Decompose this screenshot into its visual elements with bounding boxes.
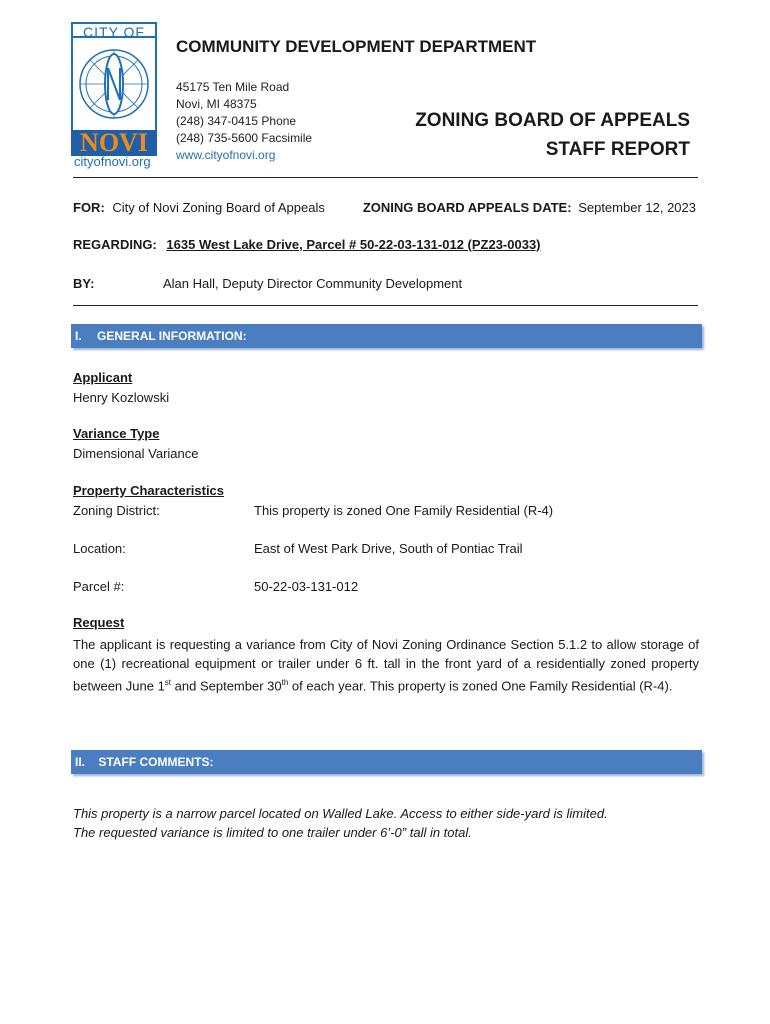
request-sup-2: th (281, 678, 289, 687)
section-staff-comments (71, 750, 702, 774)
location-value: East of West Park Drive, South of Pontiac Trail (254, 541, 523, 556)
request-heading: Request (73, 615, 125, 630)
regarding-row (73, 237, 541, 252)
date-label: ZONING BOARD APPEALS DATE: (362, 200, 572, 215)
parcel-label: Parcel #: (73, 579, 125, 594)
section-2-number: II. (75, 755, 86, 769)
by-row (73, 276, 94, 291)
for-value: City of Novi Zoning Board of Appeals (112, 200, 325, 215)
request-sup-1: st (164, 678, 172, 687)
address-line-1: 45175 Ten Mile Road (176, 80, 290, 94)
logo-emblem (71, 38, 157, 130)
logo-url[interactable]: cityofnovi.org (74, 154, 151, 169)
date-row (363, 200, 696, 215)
location-label: Location: (73, 541, 126, 556)
department-name: COMMUNITY DEVELOPMENT DEPARTMENT (176, 37, 537, 56)
by-value: Alan Hall, Deputy Director Community Development (163, 276, 463, 291)
for-label: FOR: (73, 200, 105, 215)
section-1-title: GENERAL INFORMATION: (97, 329, 247, 343)
staff-comment-line-1: This property is a narrow parcel located on Walled Lake. Access to either side-yard is limited. (73, 806, 608, 821)
date-value: September 12, 2023 (578, 200, 696, 215)
section-1-number: I. (75, 329, 82, 343)
logo-bottom-text: NOVI (71, 130, 157, 156)
parcel-value: 50-22-03-131-012 (254, 579, 359, 594)
report-title-line-1: ZONING BOARD OF APPEALS (415, 110, 690, 131)
website-link[interactable]: www.cityofnovi.org (176, 148, 276, 162)
section-2-title: STAFF COMMENTS: (98, 755, 214, 769)
variance-type-heading: Variance Type (73, 426, 160, 441)
request-paragraph (73, 635, 699, 695)
request-text-part-1: The applicant is requesting a variance from City of Novi Zoning Ordinance Section 5.1.2 to allow storage of one (1) recreational equipment or trailer under 6 ft. tall in the front yard of a residentially zoned property between June 1 (73, 637, 699, 694)
request-text-part-2: and September 30 (171, 678, 282, 694)
section-general-information (71, 324, 702, 348)
city-logo (71, 22, 157, 157)
property-characteristics-heading: Property Characteristics (73, 483, 225, 498)
request-text-part-3: of each year. This property is zoned One Family Residential (R-4). (288, 678, 673, 694)
address-line-2: Novi, MI 48375 (176, 97, 257, 111)
for-row (73, 200, 325, 215)
regarding-label: REGARDING: (73, 237, 157, 252)
variance-type: Dimensional Variance (73, 446, 199, 461)
fax-number: (248) 735-5600 Facsimile (176, 131, 313, 145)
phone-number: (248) 347-0415 Phone (176, 114, 297, 128)
staff-comment-line-2: The requested variance is limited to one trailer under 6’-0” tall in total. (73, 825, 472, 840)
meta-divider (73, 305, 698, 306)
header-divider (73, 177, 698, 178)
regarding-value: 1635 West Lake Drive, Parcel # 50-22-03-131-012 (PZ23-0033) (166, 237, 541, 252)
zoning-district-label: Zoning District: (73, 503, 160, 518)
wheel-emblem-icon (73, 38, 155, 130)
applicant-heading: Applicant (73, 370, 133, 385)
by-label: BY: (73, 276, 95, 291)
zoning-district-value: This property is zoned One Family Residential (R-4) (254, 503, 554, 518)
applicant-name: Henry Kozlowski (73, 390, 170, 405)
department-address (176, 79, 312, 164)
report-title (415, 106, 690, 164)
logo-top-text: CITY OF (71, 22, 157, 38)
report-title-line-2: STAFF REPORT (545, 139, 690, 160)
